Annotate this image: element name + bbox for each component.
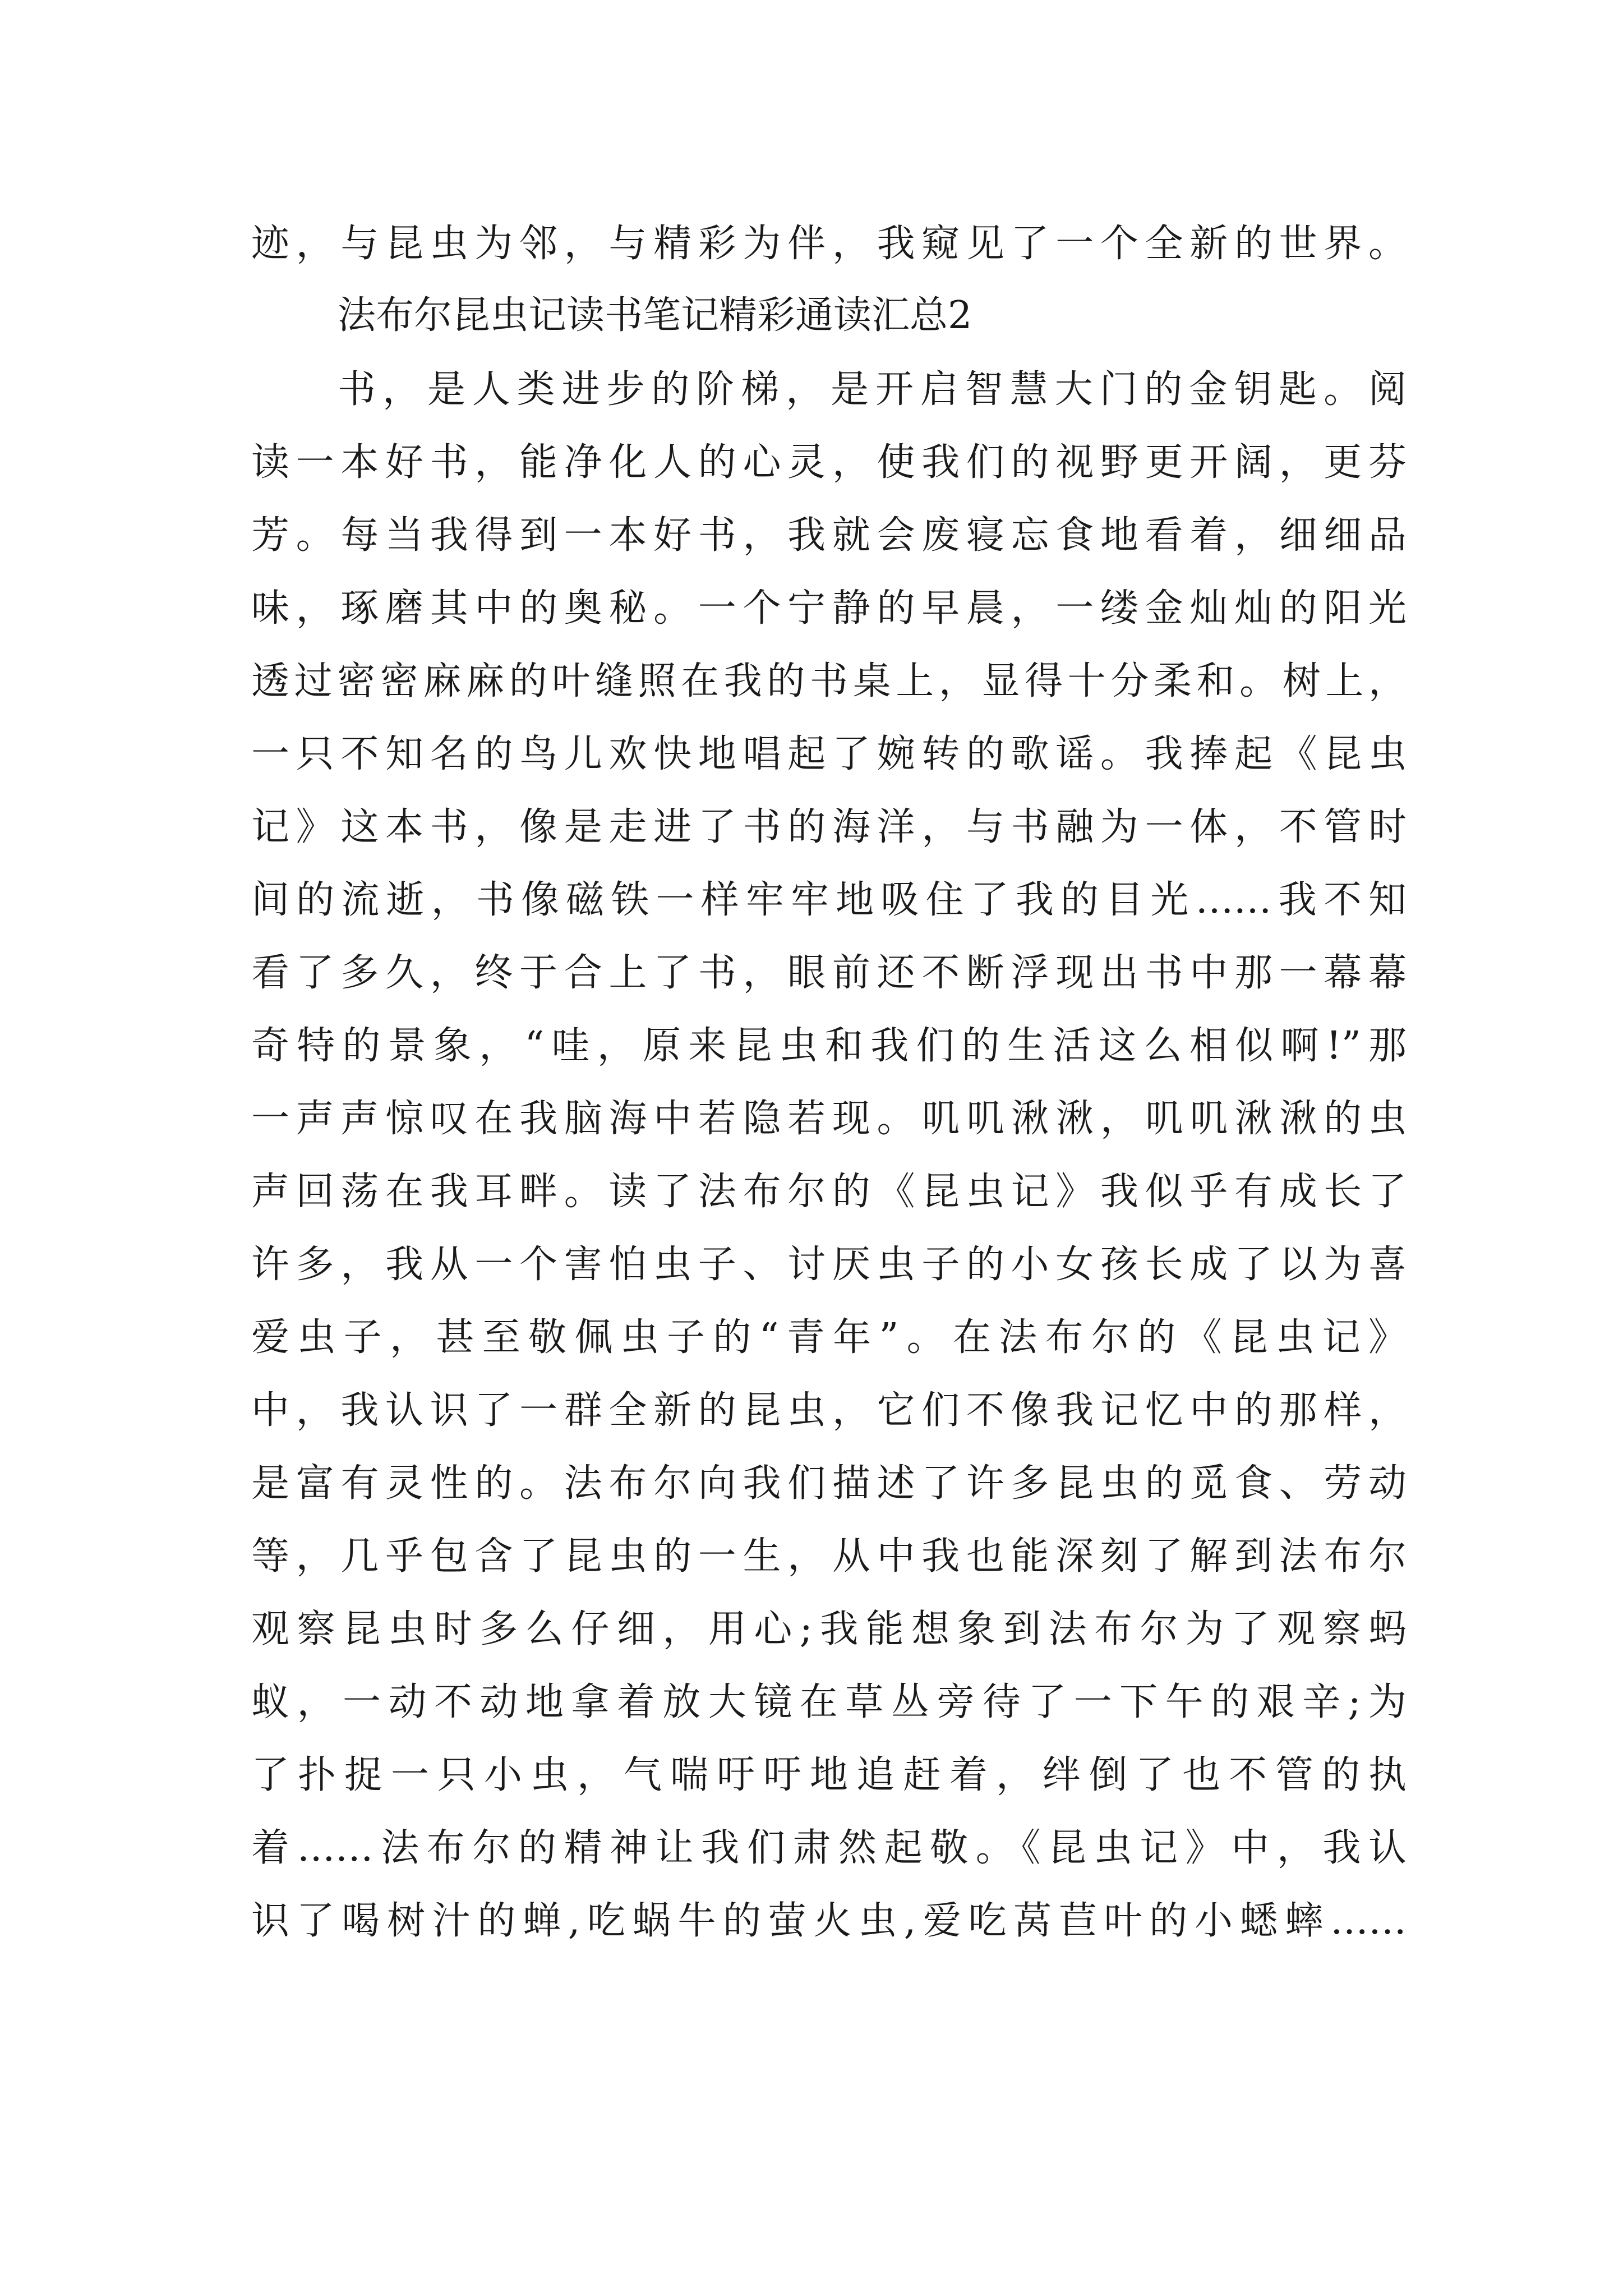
paragraph-line: 了扑捉一只小虫，气喘吁吁地追赶着，绊倒了也不管的执 [251,1753,1407,1797]
paragraph-line: 透过密密麻麻的叶缝照在我的书桌上，显得十分柔和。树上， [251,659,1407,703]
paragraph-line: 等，几乎包含了昆虫的一生，从中我也能深刻了解到法布尔 [251,1534,1407,1579]
section-heading: 法布尔昆虫记读书笔记精彩通读汇总2 [338,293,972,338]
paragraph-line: 芳。每当我得到一本好书，我就会废寝忘食地看着，细细品 [251,513,1407,558]
paragraph-line: 是富有灵性的。法布尔向我们描述了许多昆虫的觅食、劳动 [251,1461,1407,1506]
paragraph-line: 蚁，一动不动地拿着放大镜在草丛旁待了一下午的艰辛;为 [251,1680,1407,1724]
paragraph-line: 看了多久，终于合上了书，眼前还不断浮现出书中那一幕幕 [251,951,1407,995]
paragraph-line: 味，琢磨其中的奥秘。一个宁静的早晨，一缕金灿灿的阳光 [251,586,1407,631]
paragraph-line: 记》这本书，像是走进了书的海洋，与书融为一体，不管时 [251,805,1407,849]
paragraph-line: 书，是人类进步的阶梯，是开启智慧大门的金钥匙。阅 [338,367,1407,412]
paragraph-line: 爱虫子，甚至敬佩虫子的“青年”。在法布尔的《昆虫记》 [251,1315,1407,1360]
paragraph-line: 读一本好书，能净化人的心灵，使我们的视野更开阔，更芬 [251,440,1407,485]
paragraph-line: 声回荡在我耳畔。读了法布尔的《昆虫记》我似乎有成长了 [251,1170,1407,1214]
paragraph-line: 奇特的景象，“哇，原来昆虫和我们的生活这么相似啊!”那 [251,1024,1407,1068]
continuation-line: 迹，与昆虫为邻，与精彩为伴，我窥见了一个全新的世界。 [251,222,1407,266]
paragraph-line: 识了喝树汁的蝉,吃蜗牛的萤火虫,爱吃莴苣叶的小蟋蟀…… [251,1899,1407,1943]
paragraph-line: 许多，我从一个害怕虫子、讨厌虫子的小女孩长成了以为喜 [251,1243,1407,1287]
paragraph-line: 着……法布尔的精神让我们肃然起敬。《昆虫记》中，我认 [251,1826,1407,1870]
paragraph-line: 间的流逝，书像磁铁一样牢牢地吸住了我的目光……我不知 [251,878,1407,922]
paragraph-line: 观察昆虫时多么仔细，用心;我能想象到法布尔为了观察蚂 [251,1607,1407,1651]
paragraph-line: 中，我认识了一群全新的昆虫，它们不像我记忆中的那样， [251,1388,1407,1433]
paragraph-line: 一声声惊叹在我脑海中若隐若现。叽叽湫湫，叽叽湫湫的虫 [251,1097,1407,1141]
paragraph-line: 一只不知名的鸟儿欢快地唱起了婉转的歌谣。我捧起《昆虫 [251,732,1407,776]
